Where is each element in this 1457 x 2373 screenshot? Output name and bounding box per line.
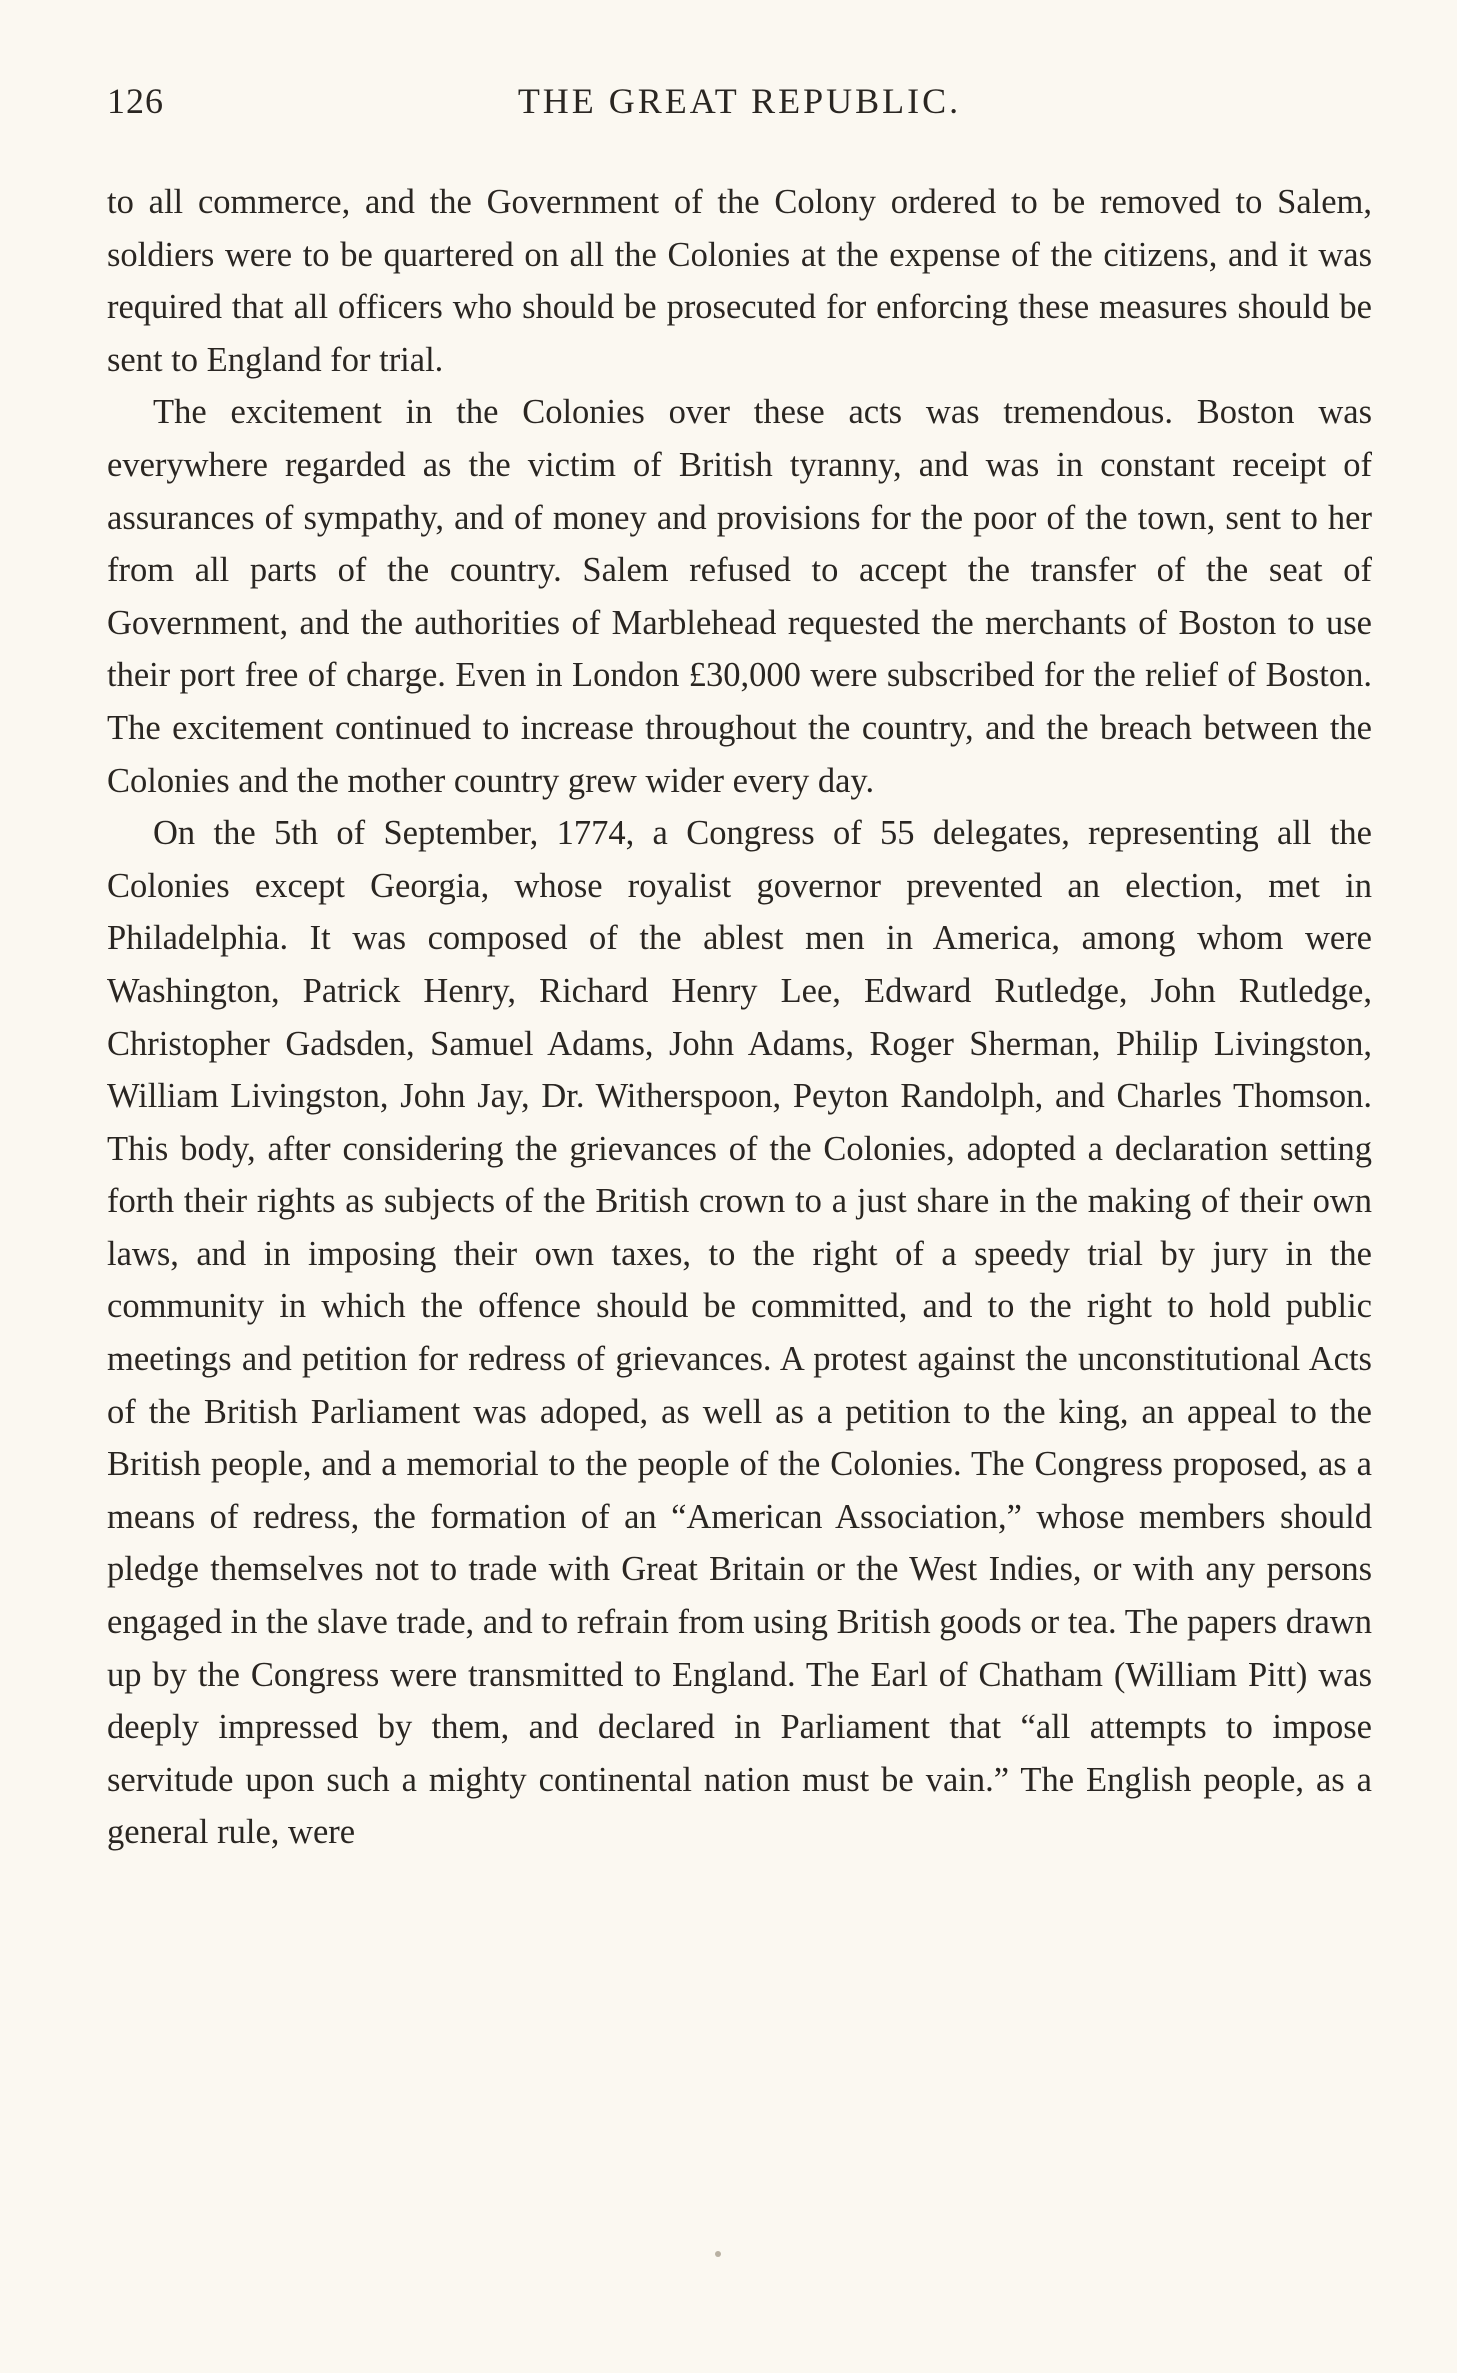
paragraph-congress: On the 5th of September, 1774, a Congress of 55 delegates, representing all the Colonies except Georgia, whose royalist governor prevented an election, met in Philadelphia. It was composed of the ablest men in America, among whom were Washington, Patrick Henry, Richard Henry Lee, Edward Rutledge, John Rutledge, Christopher Gadsden, Samuel Adams, John Adams, Roger Sherman, Philip Livingston, William Livingston, John Jay, Dr. Witherspoon, Peyton Randolph, and Charles Thomson. This body, after considering the grievances of the Colonies, adopted a declaration setting forth their rights as subjects of the British crown to a just share in the making of their own laws, and in imposing their own taxes, to the right of a speedy trial by jury in the community in which the offence should be committed, and to the right to hold public meetings and petition for redress of grievances. A protest against the unconstitutional Acts of the British Parliament was adoped, as well as a petition to the king, an appeal to the British people, and a memorial to the people of the Colonies. The Congress proposed, as a means of redress, the formation of an “American Association,” whose members should pledge themselves not to trade with Great Britain or the West Indies, or with any persons engaged in the slave trade, and to refrain from using British goods or tea. The papers drawn up by the Congress were transmitted to England. The Earl of Chatham (William Pitt) was deeply impressed by them, and declared in Parliament that “all attempts to impose servitude upon such a mighty continental nation must be vain.” The English people, as a general rule, were [107, 814, 1372, 1852]
print-speck [715, 2251, 721, 2257]
running-head: THE GREAT REPUBLIC. [517, 81, 962, 121]
paragraph-excitement: The excitement in the Colonies over these acts was tremendous. Boston was everywhere regarded as the victim of British tyranny, and was in constant receipt of assurances of sympathy, and of money and provisions for the poor of the town, sent to her from all parts of the country. Salem refused to accept the transfer of the seat of Government, and the authorities of Marblehead requested the merchants of Boston to use their port free of charge. Even in London £30,000 were subscribed for the relief of Boston. The excitement continued to increase throughout the country, and the breach between the Colonies and the mother country grew wider every day. [107, 393, 1372, 800]
paragraph-continuation: to all commerce, and the Government of the Colony ordered to be removed to Salem, soldiers were to be quartered on all the Colonies at the expense of the citizens, and it was required that all officers who should be prosecuted for enforcing these measures should be sent to England for trial. [107, 183, 1372, 379]
page-header [107, 80, 1372, 144]
page-number: 126 [107, 81, 164, 121]
page-body [107, 80, 1372, 1859]
